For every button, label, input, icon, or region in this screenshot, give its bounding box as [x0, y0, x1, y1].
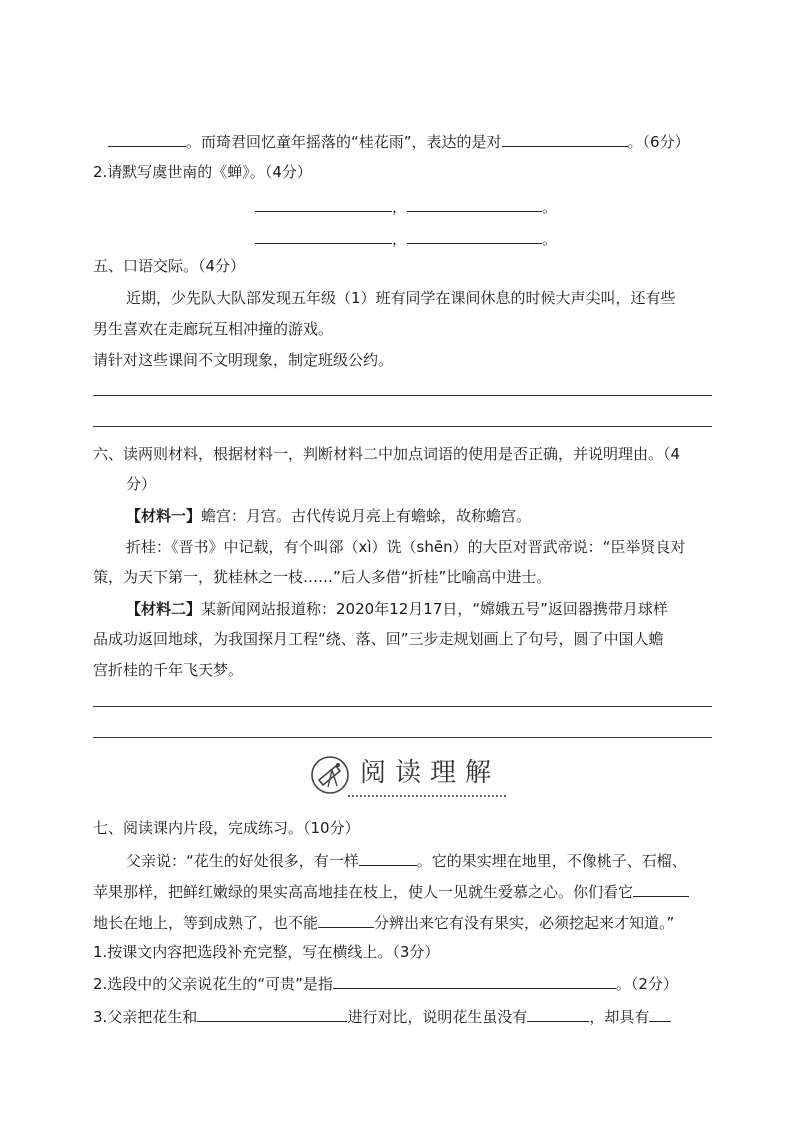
answer-blank[interactable] — [318, 912, 374, 928]
answer-blank[interactable] — [108, 131, 186, 147]
answer-blank[interactable] — [255, 196, 392, 212]
answer-line[interactable] — [93, 706, 712, 707]
poem-line-1: ， 。 — [255, 196, 557, 217]
q6-title-cont: 分） — [126, 475, 157, 493]
answer-blank[interactable] — [359, 850, 417, 866]
section-banner — [310, 752, 510, 802]
answer-blank[interactable] — [527, 1006, 589, 1022]
q7-title: 七、阅读课内片段，完成练习。（10分） — [93, 819, 360, 837]
q7-para1: 父亲说：“花生的好处很多，有一样 。它的果实埋在地里，不像桃子、石榴、 — [126, 852, 687, 870]
answer-blank[interactable] — [407, 228, 542, 244]
q6-title: 六、读两则材料，根据材料一，判断材料二中加点词语的使用是否正确，并说明理由。（4 — [93, 445, 681, 463]
banner-title: 阅读理解 — [360, 758, 501, 788]
q4-sub2-title: 2.请默写虞世南的《蝉》。（4分） — [93, 163, 312, 181]
q7-sub3: 3.父亲把花生和 进行对比，说明花生虽没有 ，却具有 — [93, 1006, 671, 1027]
material-1-label: 【材料一】 — [126, 507, 202, 525]
banner-dotted-underline — [348, 795, 506, 797]
answer-blank[interactable] — [649, 1006, 671, 1022]
q4-line1: 。而琦君回忆童年摇落的“桂花雨”，表达的是对 。（6分） — [108, 131, 690, 152]
material-1-line: 【材料一】蟾宫：月宫。古代传说月亮上有蟾蜍，故称蟾宫。 — [126, 507, 532, 525]
answer-blank[interactable] — [407, 196, 542, 212]
material-2-label: 【材料二】 — [126, 600, 202, 618]
answer-line[interactable] — [93, 426, 712, 427]
answer-line[interactable] — [93, 737, 712, 738]
material-1-zhegui-a: 折桂：《晋书》中记载，有个叫郤（xì）诜（shēn）的大臣对晋武帝说：“臣举贤良对 — [126, 538, 686, 556]
answer-blank[interactable] — [333, 973, 616, 989]
q5-para1b: 男生喜欢在走廊玩互相冲撞的游戏。 — [93, 320, 334, 338]
answer-blank[interactable] — [633, 881, 689, 897]
q7-para2: 苹果那样，把鲜红嫩绿的果实高高地挂在枝上，使人一见就生爱慕之心。你们看它 — [93, 881, 689, 902]
material-2-b: 品成功返回地球，为我国探月工程“绕、落、回”三步走规划画上了句号，圆了中国人蟾 — [93, 630, 664, 648]
q5-title: 五、口语交际。（4分） — [93, 257, 246, 275]
material-2-c: 宫折桂的千年飞天梦。 — [93, 661, 244, 679]
telescope-icon — [310, 754, 350, 796]
poem-line-2: ， 。 — [255, 228, 557, 249]
answer-blank[interactable] — [502, 131, 628, 147]
q7-para3: 地长在地上，等到成熟了，也不能 分辨出来它有没有果实，必须挖起来才知道。” — [93, 914, 675, 932]
q5-para1a: 近期，少先队大队部发现五年级（1）班有同学在课间休息的时候大声尖叫，还有些 — [126, 289, 676, 307]
q5-para2: 请针对这些课间不文明现象，制定班级公约。 — [93, 351, 394, 369]
material-2-line: 【材料二】某新闻网站报道称：2020年12月17日，“嫦娥五号”返回器携带月球样 — [126, 600, 668, 618]
q7-sub2: 2.选段中的父亲说花生的“可贵”是指 。（2分） — [93, 975, 678, 993]
answer-line[interactable] — [93, 395, 712, 396]
q7-sub1: 1.按课文内容把选段补充完整，写在横线上。（3分） — [93, 943, 440, 961]
material-1-zhegui-b: 策，为天下第一，犹桂林之一枝……”后人多借“折桂”比喻高中进士。 — [93, 568, 552, 586]
answer-blank[interactable] — [255, 228, 392, 244]
answer-blank[interactable] — [197, 1006, 347, 1022]
